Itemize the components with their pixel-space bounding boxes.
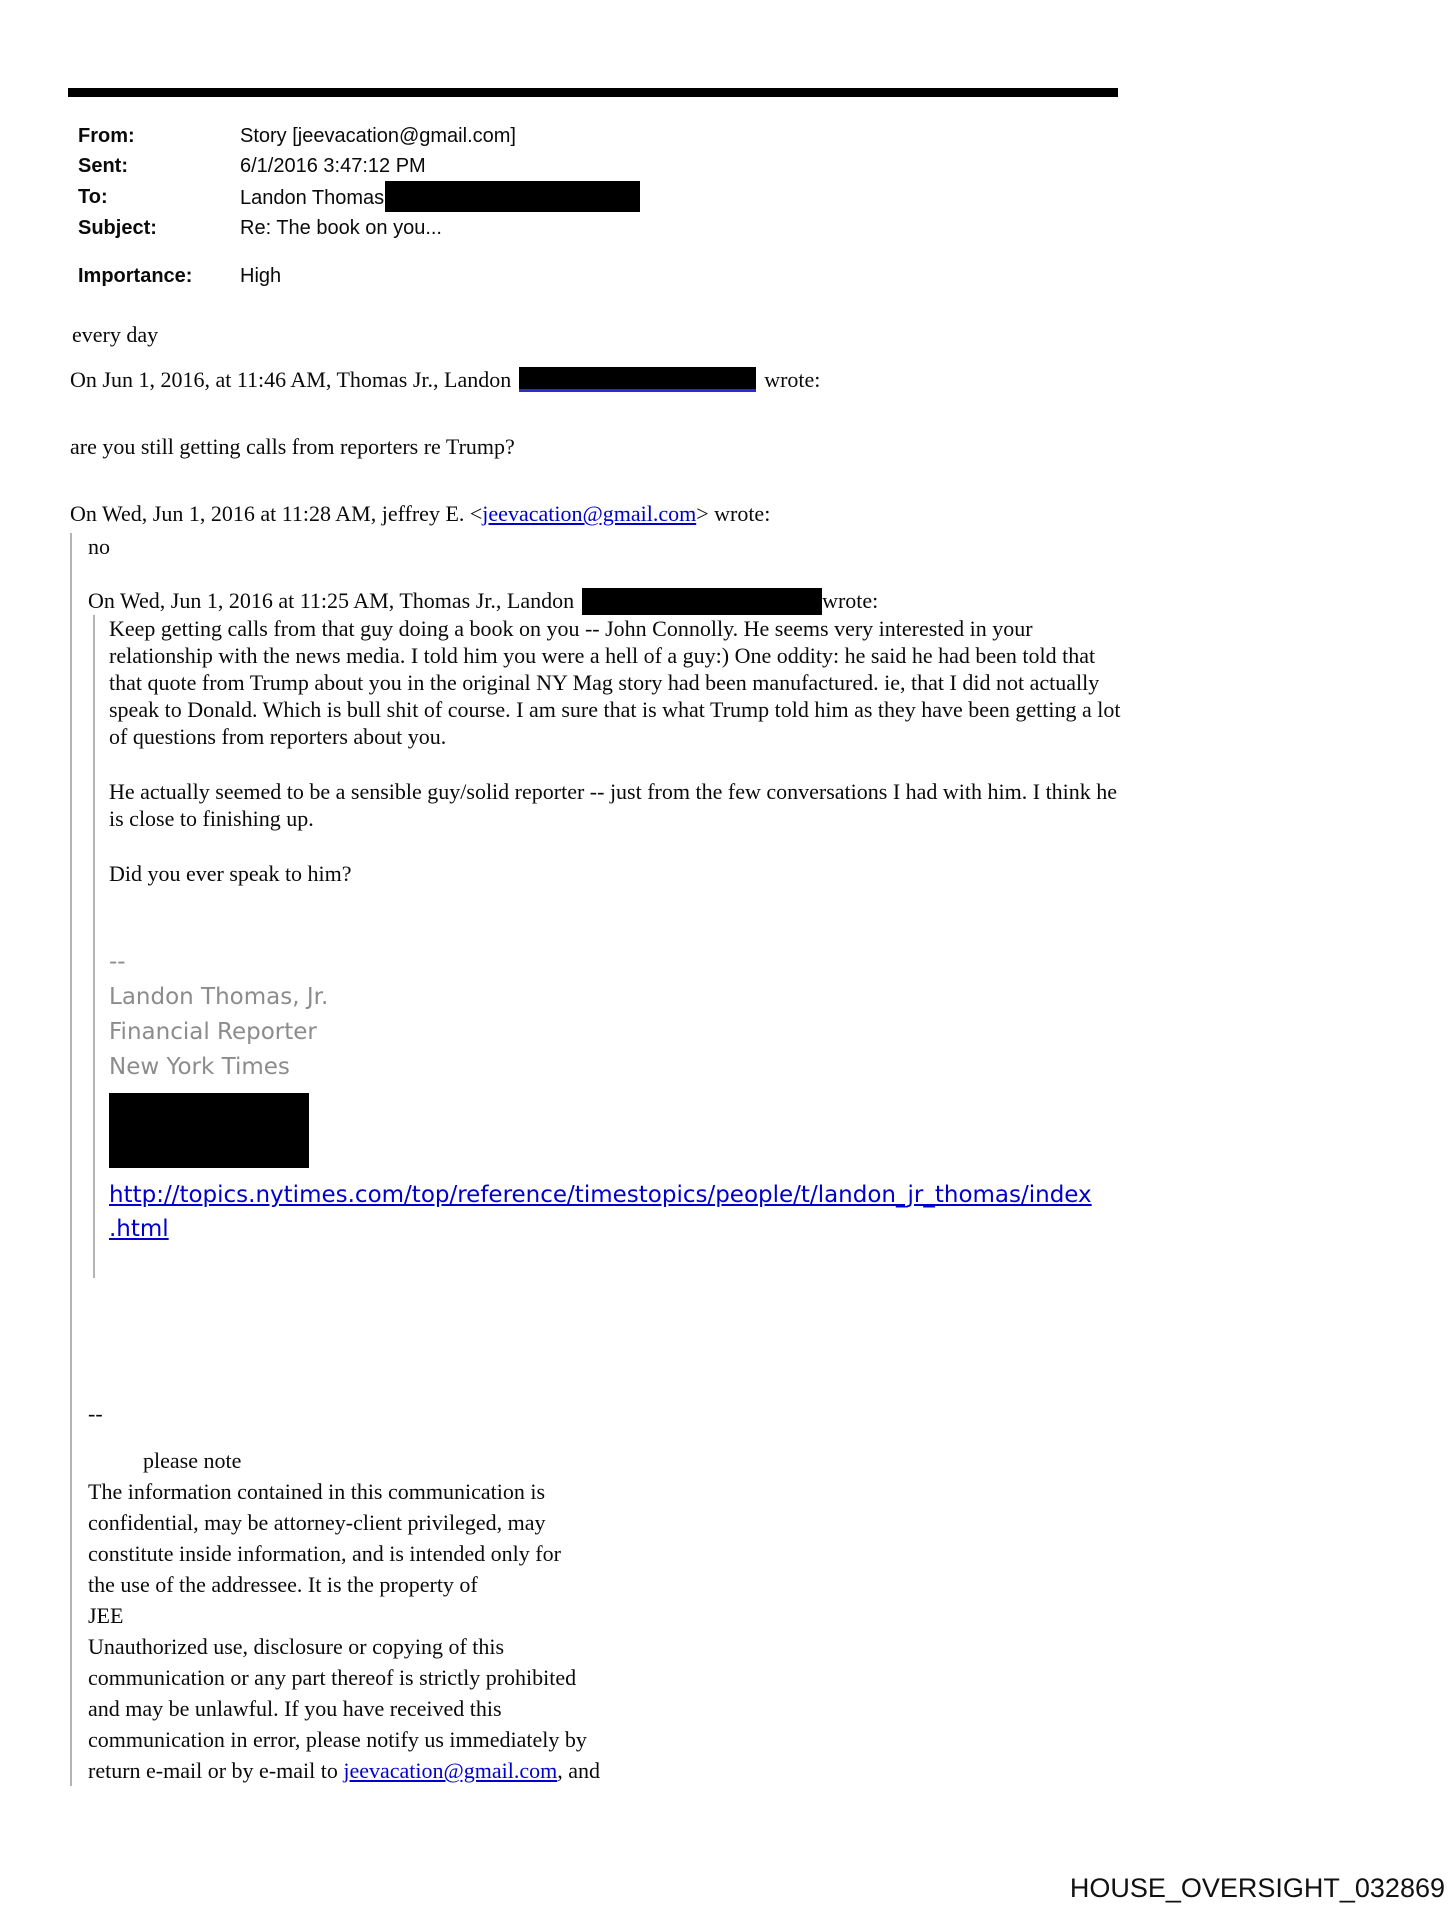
sent-label: Sent: bbox=[78, 155, 128, 177]
nytimes-profile-link-line2: .html bbox=[109, 1216, 169, 1242]
header-row-subject bbox=[78, 213, 1453, 243]
quoted-intro-1128 bbox=[70, 500, 1128, 527]
disclaimer-note: please note bbox=[143, 1448, 242, 1473]
signature-name: Landon Thomas, Jr. bbox=[109, 984, 329, 1010]
redaction-bar-email-1146 bbox=[519, 367, 756, 392]
signature-title: Financial Reporter bbox=[109, 1019, 317, 1045]
question-text: are you still getting calls from reporters re Trump? bbox=[70, 434, 515, 459]
disclaimer-line: JEE bbox=[88, 1603, 124, 1628]
header-row-to bbox=[78, 181, 1453, 213]
email-header bbox=[78, 121, 1453, 291]
redaction-bar-to-address bbox=[385, 181, 640, 212]
email-body bbox=[70, 321, 1128, 1786]
redaction-bar-email-1125 bbox=[582, 588, 822, 615]
subject-value: Re: The book on you... bbox=[240, 217, 442, 239]
to-label: To: bbox=[78, 186, 108, 208]
disclaimer-line: the use of the addressee. It is the property of bbox=[88, 1572, 478, 1597]
nytimes-profile-link-line1: http://topics.nytimes.com/top/reference/timestopics/people/t/landon_jr_thomas/index bbox=[109, 1182, 1092, 1208]
signature-company: New York Times bbox=[109, 1054, 290, 1080]
quoted-paragraph-2: He actually seemed to be a sensible guy/solid reporter -- just from the few conversations I had with him. I think he is close to finishing up. bbox=[109, 779, 1118, 831]
disclaimer-line: constitute inside information, and is intended only for bbox=[88, 1541, 561, 1566]
header-divider-rule bbox=[68, 88, 1118, 97]
quote-level-2 bbox=[93, 615, 1128, 1278]
subject-label: Subject: bbox=[78, 217, 157, 239]
quoted-intro-1146 bbox=[70, 366, 1128, 393]
header-row-sent bbox=[78, 151, 1453, 181]
jeevacation-email-link-disclaimer[interactable]: jeevacation@gmail.com bbox=[343, 1758, 558, 1783]
header-row-from bbox=[78, 121, 1453, 151]
from-value: Story [jeevacation@gmail.com] bbox=[240, 125, 516, 147]
disclaimer-last-line-suffix: , and bbox=[557, 1758, 601, 1783]
disclaimer-line: communication or any part thereof is strictly prohibited bbox=[88, 1665, 577, 1690]
importance-value: High bbox=[240, 265, 282, 287]
disclaimer-line: communication in error, please notify us immediately by bbox=[88, 1727, 587, 1752]
disclaimer-line: confidential, may be attorney-client privileged, may bbox=[88, 1510, 546, 1535]
quoted-reply-no: no bbox=[88, 534, 110, 559]
quoted-intro-1125-wrote: wrote: bbox=[822, 588, 879, 613]
quoted-intro-1146-wrote: wrote: bbox=[764, 367, 821, 392]
disclaimer-divider: -- bbox=[88, 1401, 103, 1426]
quoted-intro-1128-wrote: > wrote: bbox=[696, 501, 771, 526]
importance-label: Importance: bbox=[78, 265, 193, 287]
jeevacation-email-link[interactable]: jeevacation@gmail.com bbox=[482, 501, 697, 526]
to-recipient-name: Landon Thomas bbox=[240, 187, 385, 209]
reply-text: every day bbox=[72, 322, 159, 347]
disclaimer-last-line bbox=[88, 1755, 1128, 1786]
quoted-intro-1128-text: On Wed, Jun 1, 2016 at 11:28 AM, jeffrey E. < bbox=[70, 501, 483, 526]
disclaimer-line: Unauthorized use, disclosure or copying of this bbox=[88, 1634, 505, 1659]
legal-disclaimer bbox=[88, 1398, 1128, 1786]
nytimes-profile-link[interactable] bbox=[109, 1178, 1128, 1246]
header-row-importance bbox=[78, 261, 1453, 291]
quote-level-1 bbox=[70, 533, 1128, 1786]
signature-block bbox=[109, 945, 1128, 1246]
disclaimer-line: The information contained in this communication is bbox=[88, 1479, 546, 1504]
quoted-intro-1146-text: On Jun 1, 2016, at 11:46 AM, Thomas Jr., Landon bbox=[70, 367, 512, 392]
quoted-intro-1125 bbox=[88, 587, 1128, 615]
sent-value: 6/1/2016 3:47:12 PM bbox=[240, 155, 426, 177]
disclaimer-line: and may be unlawful. If you have received this bbox=[88, 1696, 502, 1721]
disclaimer-last-line-prefix: return e-mail or by e-mail to bbox=[88, 1758, 344, 1783]
from-label: From: bbox=[78, 125, 135, 147]
signature-divider: -- bbox=[109, 949, 126, 975]
bates-number: HOUSE_OVERSIGHT_032869 bbox=[1069, 1873, 1445, 1903]
redaction-block-signature bbox=[109, 1093, 309, 1168]
quoted-paragraph-3: Did you ever speak to him? bbox=[109, 861, 352, 886]
quoted-intro-1125-text: On Wed, Jun 1, 2016 at 11:25 AM, Thomas Jr., Landon bbox=[88, 588, 575, 613]
quoted-paragraph-1: Keep getting calls from that guy doing a book on you -- John Connolly. He seems very interested in your relationship with the news media. I told him you were a hell of a guy:) One oddity: he said he had been told that that quote from Trump about you in the original NY Mag story had been manufactured. ie, that I did not actually speak to Donald. Which is bull shit of course. I am sure that is what Trump told him as they have been getting a lot of questions from reporters about you. bbox=[109, 616, 1121, 749]
to-value bbox=[240, 181, 640, 213]
